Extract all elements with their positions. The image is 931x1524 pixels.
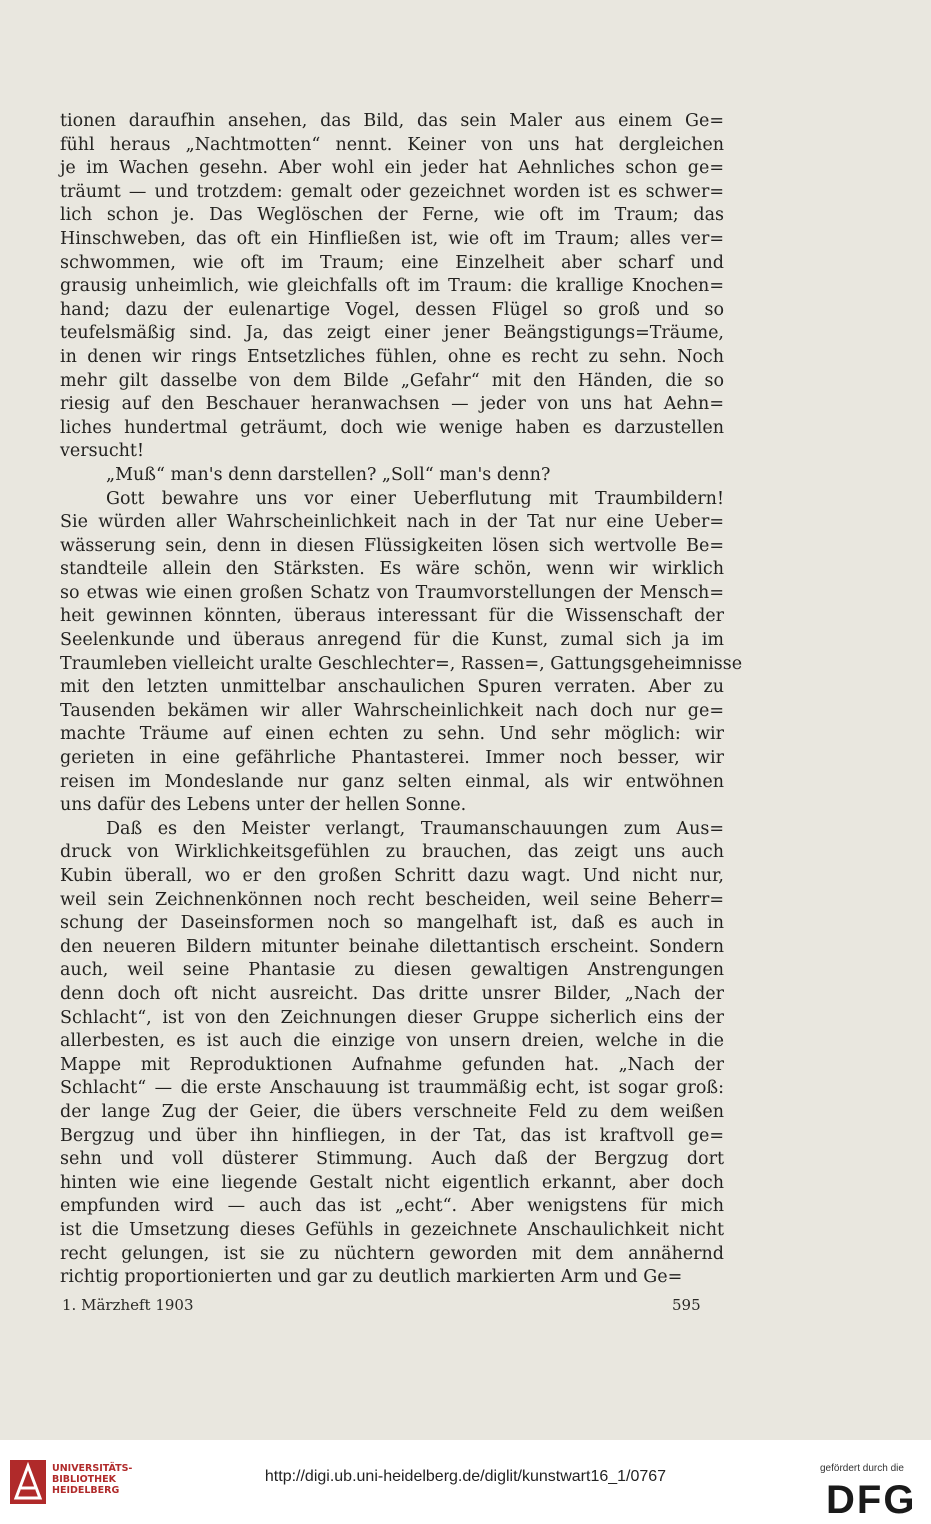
text-line: Bergzug und über ihn hinfliegen, in der Tat, das ist kraftvoll ge=: [60, 1125, 724, 1146]
text-line: Schlacht“, ist von den Zeichnungen dieser Gruppe sicherlich eins der: [60, 1007, 724, 1028]
text-line: hand; dazu der eulenartige Vogel, dessen Flügel so groß und so: [60, 299, 724, 320]
text-line: recht gelungen, ist sie zu nüchtern geworden mit dem annähernd: [60, 1243, 724, 1264]
text-line: schwommen, wie oft im Traum; eine Einzelheit aber scharf und: [60, 252, 724, 273]
text-line: grausig unheimlich, wie gleichfalls oft im Traum: die krallige Knochen=: [60, 276, 724, 297]
text-line: uns dafür des Lebens unter der hellen Sonne.: [60, 795, 467, 816]
text-line: Sie würden aller Wahrscheinlichkeit nach in der Tat nur eine Ueber=: [60, 512, 724, 533]
text-line: machte Träume auf einen echten zu sehn. Und sehr möglich: wir: [60, 724, 724, 745]
text-line: den neueren Bildern mitunter beinahe dilettantisch erscheint. Sondern: [60, 936, 724, 957]
text-line: wässerung sein, denn in diesen Flüssigkeiten lösen sich wertvolle Be=: [60, 535, 724, 556]
text-line: riesig auf den Beschauer heranwachsen — jeder von uns hat Aehn=: [60, 394, 724, 415]
text-line: hinten wie eine liegende Gestalt nicht eigentlich erkannt, aber doch: [60, 1172, 724, 1193]
text-line: in denen wir rings Entsetzliches fühlen, ohne es recht zu sehn. Noch: [60, 346, 724, 367]
text-line: teufelsmäßig sind. Ja, das zeigt einer jener Beängstigungs=Träume,: [60, 323, 724, 344]
institution-line-3: HEIDELBERG: [52, 1485, 120, 1496]
text-line: Hinschweben, das oft ein Hinfließen ist, wie oft im Traum; alles ver=: [60, 228, 724, 249]
text-line: auch, weil seine Phantasie zu diesen gewaltigen Anstrengungen: [60, 960, 724, 981]
text-line: lich schon je. Das Weglöschen der Ferne, wie oft im Traum; das: [60, 205, 724, 226]
text-line: so etwas wie einen großen Schatz von Traumvorstellungen der Mensch=: [60, 582, 724, 603]
institution-line-2: BIBLIOTHEK: [52, 1474, 116, 1485]
text-line: je im Wachen gesehn. Aber wohl ein jeder hat Aehnliches schon ge=: [60, 158, 724, 179]
text-line: tionen daraufhin ansehen, das Bild, das sein Maler aus einem Ge=: [60, 111, 724, 131]
text-line: mit den letzten unmittelbar anschaulichen Spuren verraten. Aber zu: [60, 677, 724, 698]
text-line: weil sein Zeichnenkönnen noch recht bescheiden, weil seine Beherr=: [60, 889, 724, 910]
text-line: Seelenkunde und überaus anregend für die Kunst, zumal sich ja im: [60, 630, 724, 651]
text-line: liches hundertmal geträumt, doch wie wenige haben es darzustellen: [60, 417, 724, 438]
text-line: Mappe mit Reproduktionen Aufnahme gefunden hat. „Nach der: [60, 1054, 724, 1075]
text-line: denn doch oft nicht ausreicht. Das dritte unsrer Bilder, „Nach der: [60, 983, 724, 1004]
text-line: empfunden wird — auch das ist „echt“. Aber wenigstens für mich: [60, 1196, 724, 1217]
issue-label: 1. Märzheft 1903: [62, 1296, 194, 1314]
text-line: standteile allein den Stärksten. Es wäre schön, wenn wir wirklich: [60, 559, 724, 580]
text-line: Schlacht“ — die erste Anschauung ist traummäßig echt, ist sogar groß:: [60, 1078, 724, 1099]
text-line: schung der Daseinsformen noch so mangelhaft ist, daß es auch in: [60, 913, 724, 934]
body-text: [60, 110, 743, 1290]
text-line: Daß es den Meister verlangt, Traumanschauungen zum Aus=: [106, 818, 724, 839]
text-line: „Muß“ man's denn darstellen? „Soll“ man's denn?: [106, 464, 551, 485]
text-line: sehn und voll düsterer Stimmung. Auch daß der Bergzug dort: [60, 1149, 724, 1170]
text-line: Gott bewahre uns vor einer Ueberflutung mit Traumbildern!: [106, 488, 724, 509]
text-line: träumt — und trotzdem: gemalt oder gezeichnet worden ist es schwer=: [60, 181, 724, 202]
text-line: Tausenden bekämen wir aller Wahrscheinlichkeit nach doch nur ge=: [60, 700, 724, 721]
dfg-logo[interactable]: DFG: [826, 1478, 917, 1522]
text-line: gerieten in eine gefährliche Phantasterei. Immer noch besser, wir: [60, 748, 724, 769]
institution-line-1: UNIVERSITÄTS-: [52, 1463, 133, 1474]
text-line: allerbesten, es ist auch die einzige von unsern dreien, welche in die: [60, 1031, 724, 1052]
text-line: Traumleben vielleicht uralte Geschlechter=, Rassen=, Gattungsgeheimnisse: [60, 653, 743, 674]
text-line: reisen im Mondeslande nur ganz selten einmal, als wir entwöhnen: [60, 771, 724, 792]
page-number: 595: [672, 1296, 701, 1314]
funder-label: gefördert durch die: [820, 1463, 904, 1474]
permalink-url[interactable]: http://digi.ub.uni-heidelberg.de/diglit/kunstwart16_1/0767: [264, 1468, 667, 1485]
text-line: fühl heraus „Nachtmotten“ nennt. Keiner von uns hat dergleichen: [60, 134, 724, 155]
text-line: der lange Zug der Geier, die übers verschneite Feld zu dem weißen: [60, 1101, 724, 1122]
text-line: Kubin überall, wo er den großen Schritt dazu wagt. Und nicht nur,: [60, 866, 724, 886]
text-line: ist die Umsetzung dieses Gefühls in gezeichnete Anschaulichkeit nicht: [60, 1219, 724, 1240]
text-line: druck von Wirklichkeitsgefühlen zu brauchen, das zeigt uns auch: [60, 842, 724, 863]
text-line: versucht!: [60, 441, 144, 462]
text-line: mehr gilt dasselbe von dem Bilde „Gefahr“ mit den Händen, die so: [60, 370, 724, 391]
text-line: richtig proportionierten und gar zu deutlich markierten Arm und Ge=: [60, 1267, 683, 1288]
text-line: heit gewinnen könnten, überaus interessant für die Wissenschaft der: [60, 606, 724, 627]
